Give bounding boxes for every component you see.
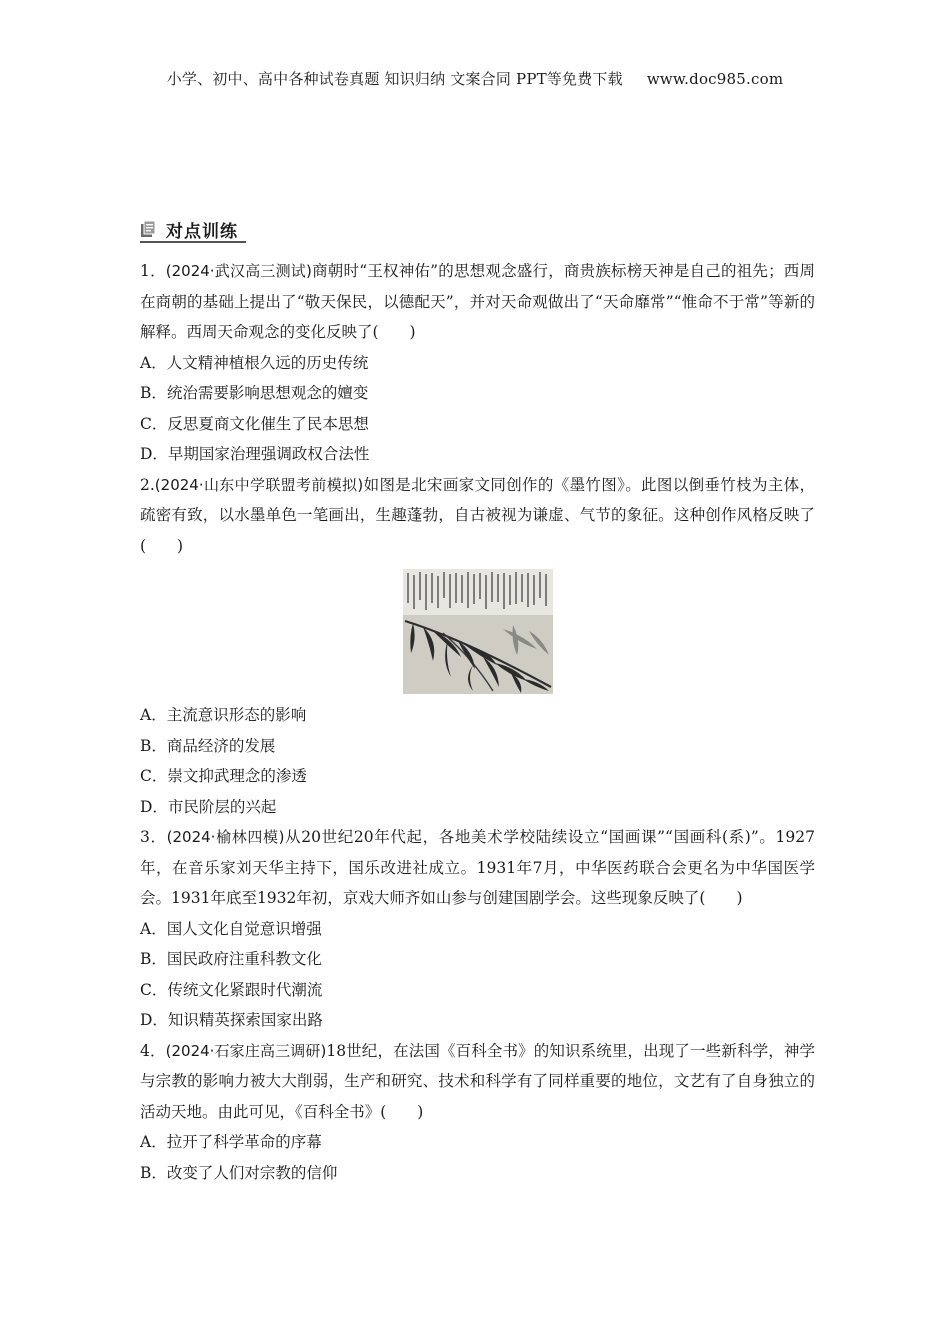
option-a[interactable]: A．主流意识形态的影响 bbox=[140, 706, 307, 724]
question-source-open: (2024· bbox=[165, 1041, 215, 1060]
option-c[interactable]: C．崇文抑武理念的渗透 bbox=[140, 767, 307, 785]
question-1 bbox=[140, 256, 815, 470]
question-source-close: ) bbox=[278, 828, 285, 846]
option-d[interactable]: D．知识精英探索国家出路 bbox=[140, 1011, 323, 1029]
question-number: 1． bbox=[140, 262, 166, 280]
question-number: 3． bbox=[140, 828, 167, 846]
question-4 bbox=[140, 1036, 815, 1189]
question-text: 商朝时“王权神佑”的思想观念盛行，商贵族标榜天神是自己的祖先；西周在商朝的基础上提出了“敬天保民，以德配天”，并对天命观做出了“天命靡常”“惟命不于常”等新的解释。西周天命观念的变化反映了( ) bbox=[140, 262, 815, 341]
question-source-open: (2024· bbox=[166, 828, 216, 846]
question-number: 4． bbox=[140, 1041, 166, 1060]
question-stem bbox=[140, 822, 815, 914]
option-c[interactable]: C．反思夏商文化催生了民本思想 bbox=[140, 414, 369, 433]
option-d[interactable]: D．早期国家治理强调政权合法性 bbox=[140, 445, 370, 463]
question-text: 如图是北宋画家文同创作的《墨竹图》。此图以倒垂竹枝为主体，疏密有致，以水墨单色一笔画出，生趣蓬勃，自古被视为谦虚、气节的象征。这种创作风格反映了( ) bbox=[140, 475, 815, 555]
question-source: 山东中学联盟考前模拟 bbox=[203, 475, 358, 494]
option-a[interactable]: A．国人文化自觉意识增强 bbox=[140, 919, 322, 938]
question-number: 2. bbox=[140, 475, 155, 494]
question-source-open: (2024· bbox=[165, 262, 215, 280]
question-source-close: ) bbox=[357, 475, 364, 494]
question-source-open: (2024· bbox=[154, 475, 204, 494]
header-text: 小学、初中、高中各种试卷真题 知识归纳 文案合同 PPT等免费下载 bbox=[166, 70, 623, 88]
option-b[interactable]: B．国民政府注重科教文化 bbox=[140, 950, 322, 968]
question-source: 榆林四模 bbox=[215, 828, 279, 846]
question-text: 18世纪，在法国《百科全书》的知识系统里，出现了一些新科学，神学与宗教的影响力被大大削弱，生产和研究、技术和科学有了同样重要的地位，文艺有了自身独立的活动天地。由此可见，《百科全书》( ) bbox=[140, 1041, 815, 1121]
question-3 bbox=[140, 822, 815, 1036]
question-stem bbox=[140, 256, 815, 348]
question-stem bbox=[140, 1036, 815, 1128]
question-2 bbox=[140, 470, 815, 823]
option-b[interactable]: B．改变了人们对宗教的信仰 bbox=[140, 1163, 338, 1182]
header-url[interactable]: www.doc985.com bbox=[646, 70, 784, 88]
question-text: 从20世纪20年代起，各地美术学校陆续设立“国画课”“国画科(系)”。1927年，在音乐家刘天华主持下，国乐改进社成立。1931年7月，中华医药联合会更名为中华国医学会。1931年底至1932年初，京戏大师齐如山参与创建国剧学会。这些现象反映了( ) bbox=[140, 828, 815, 907]
question-source-close: ) bbox=[306, 262, 312, 280]
section-title: 对点训练 bbox=[166, 221, 238, 242]
option-d[interactable]: D．市民阶层的兴起 bbox=[140, 797, 277, 816]
option-a[interactable]: A．人文精神植根久远的历史传统 bbox=[140, 353, 369, 372]
question-source: 石家庄高三调研 bbox=[214, 1041, 321, 1060]
question-source-close: ) bbox=[320, 1041, 327, 1060]
ink-bamboo-painting bbox=[403, 569, 553, 694]
document-icon bbox=[140, 220, 158, 238]
option-a[interactable]: A．拉开了科学革命的序幕 bbox=[140, 1133, 322, 1151]
page-header bbox=[0, 68, 950, 89]
option-b[interactable]: B．商品经济的发展 bbox=[140, 736, 276, 755]
option-c[interactable]: C．传统文化紧跟时代潮流 bbox=[140, 980, 323, 999]
question-list bbox=[140, 256, 815, 1188]
section-heading bbox=[140, 217, 246, 243]
question-source: 武汉高三测试 bbox=[214, 262, 307, 280]
question-stem bbox=[140, 470, 815, 562]
option-b[interactable]: B．统治需要影响思想观念的嬗变 bbox=[140, 384, 369, 402]
